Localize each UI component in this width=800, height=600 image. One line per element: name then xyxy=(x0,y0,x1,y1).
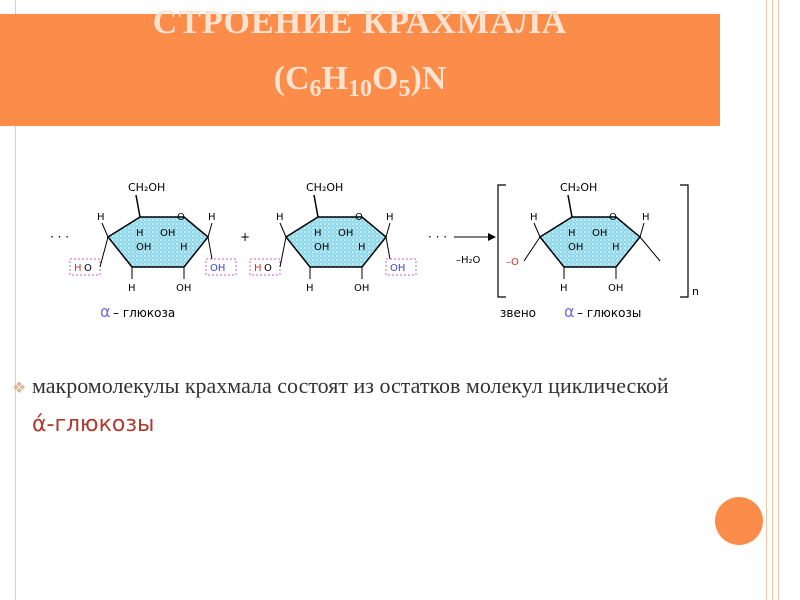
bullet-accent: ά-глюкозы xyxy=(32,412,155,437)
ring-3-bond xyxy=(534,223,540,237)
leading-dots: · · · xyxy=(50,230,70,244)
ring-3-h-top-left: H xyxy=(530,212,538,223)
frame-line-right-3 xyxy=(778,0,779,600)
frame-line-right-2 xyxy=(772,0,773,600)
ring-1-h-top-left: H xyxy=(97,212,105,223)
ring-1-bond xyxy=(136,195,140,217)
ring-2-bond xyxy=(280,237,286,267)
formula-sub-6: 6 xyxy=(309,76,322,102)
ring-2-hexagon xyxy=(286,217,386,267)
ring-3-ch2oh: CH₂OH xyxy=(560,181,598,194)
ring-1-oh-inner-2: OH xyxy=(160,228,176,239)
ring-1-bond xyxy=(100,237,108,267)
title-bar xyxy=(0,4,720,126)
ring-3-h-bottom: H xyxy=(560,283,568,294)
ring-1-bond xyxy=(208,237,212,259)
ring-1-h-inner-2: H xyxy=(180,242,188,253)
ring-2-o: O xyxy=(355,212,363,223)
starch-structure-diagram xyxy=(40,175,720,325)
ring-3-oh-inner: OH xyxy=(568,242,584,253)
ring-1-hexagon xyxy=(108,217,208,267)
caption-right-alpha: α xyxy=(564,302,575,321)
ring-1-oh-inner: OH xyxy=(136,242,152,253)
oh-right-2: OH xyxy=(390,263,406,274)
bullet-body: макромолекулы крахмала состоят из остатков молекул циклической xyxy=(32,373,669,398)
ho-2-o: O xyxy=(264,263,272,274)
ring-2-h-inner: H xyxy=(314,228,322,239)
minus-h2o-label: –H₂O xyxy=(456,255,481,266)
ring-3-oh-inner-2: OH xyxy=(592,228,608,239)
title-formula xyxy=(0,60,720,103)
ring-1-h-bottom: H xyxy=(128,283,136,294)
ho-2-h: H xyxy=(254,263,262,274)
ring-1-h-top-right: H xyxy=(208,212,216,223)
glucose-ring-1 xyxy=(70,181,236,294)
ho-left-h: H xyxy=(74,263,82,274)
reaction-arrow-head xyxy=(488,233,496,241)
ring-3-bond xyxy=(568,195,572,217)
ring-2-oh-inner: OH xyxy=(314,242,330,253)
bullet-marker-icon: ❖ xyxy=(12,380,27,397)
caption-right: – глюкозы xyxy=(577,306,642,320)
title-heading: СТРОЕНИЕ КРАХМАЛА xyxy=(152,4,568,41)
bracket-right xyxy=(680,185,688,297)
bond-o-left: –O xyxy=(506,257,519,268)
ho-left-o: O xyxy=(84,263,92,274)
ring-1-bond xyxy=(208,223,212,237)
ring-1-bond xyxy=(102,223,108,237)
ring-3-h-inner-2: H xyxy=(612,242,620,253)
bullet-text xyxy=(32,367,682,444)
ring-3-h-inner: H xyxy=(568,228,576,239)
ring-3-oh-bottom: OH xyxy=(608,283,624,294)
ring-2-h-inner-2: H xyxy=(358,242,366,253)
ring-2-bond xyxy=(386,223,390,237)
ring-1-o: O xyxy=(177,212,185,223)
ring-2-bond xyxy=(386,237,390,259)
ring-2-h-top-left: H xyxy=(276,212,284,223)
ring-1-h-inner: H xyxy=(136,228,144,239)
ring-3-bond xyxy=(640,237,660,261)
ring-2-oh-inner-2: OH xyxy=(338,228,354,239)
formula-sub-10: 10 xyxy=(348,76,372,102)
ring-1-oh-bottom: OH xyxy=(176,283,192,294)
glucose-ring-2 xyxy=(250,181,416,294)
formula-open: (C xyxy=(273,60,310,97)
ring-2-bond xyxy=(314,195,318,217)
ring-1-ch2oh: CH₂OH xyxy=(128,181,166,194)
ring-2-ch2oh: CH₂OH xyxy=(306,181,344,194)
ring-3-o: O xyxy=(609,212,617,223)
ring-3-h-top-right: H xyxy=(642,212,650,223)
ring-2-bond xyxy=(280,223,286,237)
repeat-n: n xyxy=(692,285,699,298)
formula-h: H xyxy=(321,60,348,97)
ring-3-hexagon xyxy=(540,217,640,267)
caption-left: – глюкоза xyxy=(113,306,176,320)
decorative-circle xyxy=(715,497,763,545)
ring-2-h-bottom: H xyxy=(306,283,314,294)
ring-3-bond xyxy=(524,237,540,261)
ring-2-h-top-right: H xyxy=(386,212,394,223)
trailing-dots: · · · xyxy=(428,230,448,244)
formula-o: O xyxy=(372,60,399,97)
frame-line-right-1 xyxy=(766,0,767,600)
ring-3-bond xyxy=(640,223,644,237)
ring-2-oh-bottom: OH xyxy=(354,283,370,294)
formula-sub-5: 5 xyxy=(398,76,411,102)
bracket-left xyxy=(498,185,506,297)
caption-left-alpha: α xyxy=(100,302,111,321)
plus-sign: + xyxy=(240,230,251,244)
glucose-ring-3 xyxy=(506,181,660,294)
caption-right-prefix: звено xyxy=(500,306,537,320)
oh-right-1: OH xyxy=(210,263,226,274)
formula-close: )N xyxy=(410,60,447,97)
